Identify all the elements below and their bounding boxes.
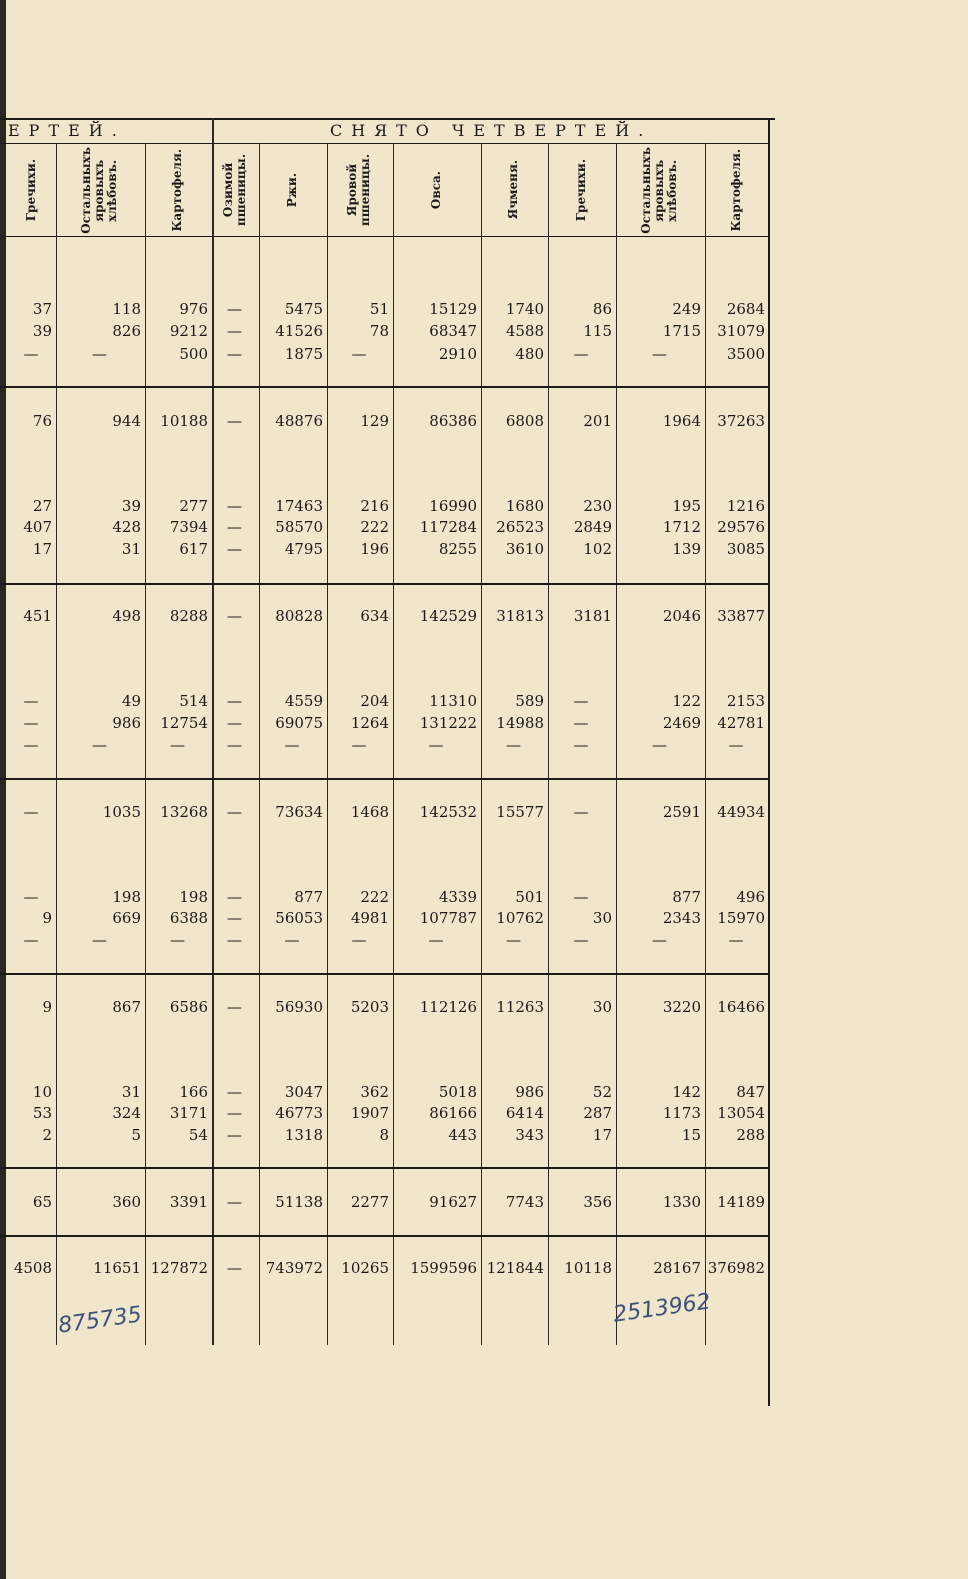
- table-cell: 407: [23, 518, 52, 536]
- table-cell: 1907: [350, 1104, 389, 1122]
- table-cell: 6808: [505, 412, 544, 430]
- table-cell: 31079: [717, 322, 765, 340]
- block-separator: [0, 778, 768, 780]
- table-cell: 1173: [662, 1104, 701, 1122]
- table-cell: 39: [121, 497, 141, 515]
- table-cell: 617: [179, 540, 208, 558]
- table-cell: 669: [112, 909, 141, 927]
- table-cell: 288: [736, 1126, 765, 1144]
- table-cell: —: [227, 412, 242, 430]
- table-cell: 1680: [505, 497, 544, 515]
- table-cell: —: [227, 998, 242, 1016]
- header-bottom-border: [0, 236, 770, 237]
- table-cell: 27: [32, 497, 52, 515]
- table-cell: —: [227, 1259, 242, 1277]
- table-cell: 17: [32, 540, 52, 558]
- table-cell: 42781: [717, 714, 765, 732]
- table-cell: 69075: [275, 714, 323, 732]
- table-cell: 216: [360, 497, 389, 515]
- table-cell: 6586: [169, 998, 208, 1016]
- table-cell: 17463: [275, 497, 323, 515]
- table-cell: 343: [515, 1126, 544, 1144]
- table-cell: 10188: [160, 412, 208, 430]
- column-header-label: Остальныхъ яровыхъ хлѣбовъ.: [79, 146, 119, 234]
- table-cell: 142: [672, 1083, 701, 1101]
- table-cell: —: [23, 931, 39, 949]
- table-cell: —: [284, 736, 300, 754]
- table-cell: 451: [23, 607, 52, 625]
- table-cell: 877: [672, 888, 701, 906]
- table-cell: 4339: [438, 888, 477, 906]
- table-cell: 287: [583, 1104, 612, 1122]
- table-cell: 6414: [505, 1104, 544, 1122]
- table-cell: 6388: [169, 909, 208, 927]
- table-cell: 498: [112, 607, 141, 625]
- table-cell: 121844: [486, 1259, 544, 1277]
- table-cell: 102: [583, 540, 612, 558]
- block-separator: [0, 583, 768, 585]
- table-cell: —: [227, 714, 242, 732]
- table-cell: —: [227, 1104, 242, 1122]
- table-cell: 3391: [169, 1193, 208, 1211]
- column-header-3: [212, 145, 257, 235]
- table-cell: 76: [32, 412, 52, 430]
- table-cell: 3085: [726, 540, 765, 558]
- table-cell: —: [23, 736, 39, 754]
- table-cell: —: [227, 322, 242, 340]
- table-cell: 443: [448, 1126, 477, 1144]
- table-cell: 52: [592, 1083, 612, 1101]
- table-cell: 91627: [429, 1193, 477, 1211]
- table-cell: 1599596: [410, 1259, 477, 1277]
- table-cell: —: [92, 345, 107, 363]
- table-cell: 3610: [505, 540, 544, 558]
- table-cell: 1264: [350, 714, 389, 732]
- table-cell: 112126: [419, 998, 477, 1016]
- table-cell: 1740: [505, 300, 544, 318]
- table-cell: 3047: [284, 1083, 323, 1101]
- table-cell: —: [728, 931, 744, 949]
- table-cell: —: [23, 888, 39, 906]
- table-cell: 49: [121, 692, 141, 710]
- column-header-0: [8, 145, 54, 235]
- table-cell: 78: [369, 322, 389, 340]
- table-top-border: [0, 118, 775, 120]
- table-cell: 39: [32, 322, 52, 340]
- table-cell: 5475: [284, 300, 323, 318]
- table-cell: 196: [360, 540, 389, 558]
- table-cell: —: [227, 931, 242, 949]
- table-cell: 9: [42, 909, 52, 927]
- table-cell: 847: [736, 1083, 765, 1101]
- column-header-10: [705, 145, 767, 235]
- table-cell: 65: [32, 1193, 52, 1211]
- table-cell: —: [428, 931, 444, 949]
- column-header-2: [145, 145, 210, 235]
- table-cell: —: [227, 607, 242, 625]
- table-cell: 10762: [496, 909, 544, 927]
- table-cell: 826: [112, 322, 141, 340]
- table-cell: 1216: [726, 497, 765, 515]
- table-cell: 56930: [275, 998, 323, 1016]
- table-cell: 1715: [662, 322, 701, 340]
- table-cell: 142532: [419, 803, 477, 821]
- table-cell: 1035: [102, 803, 141, 821]
- table-cell: 46773: [275, 1104, 323, 1122]
- table-cell: 324: [112, 1104, 141, 1122]
- table-cell: 37263: [717, 412, 765, 430]
- table-cell: 867: [112, 998, 141, 1016]
- table-cell: —: [227, 345, 242, 363]
- table-cell: —: [23, 803, 39, 821]
- table-cell: 131222: [419, 714, 477, 732]
- table-cell: 7394: [169, 518, 208, 536]
- column-header-label: Ржи.: [284, 172, 299, 208]
- table-cell: —: [573, 931, 589, 949]
- table-cell: 86: [592, 300, 612, 318]
- table-cell: 198: [112, 888, 141, 906]
- table-cell: 1964: [662, 412, 701, 430]
- table-cell: —: [284, 931, 300, 949]
- table-cell: 2684: [726, 300, 765, 318]
- table-cell: —: [227, 300, 242, 318]
- table-cell: 4588: [505, 322, 544, 340]
- column-header-5: [327, 145, 391, 235]
- table-cell: 249: [672, 300, 701, 318]
- table-cell: 58570: [275, 518, 323, 536]
- table-cell: 2277: [350, 1193, 389, 1211]
- table-cell: 5018: [438, 1083, 477, 1101]
- table-cell: 1712: [662, 518, 701, 536]
- column-header-1: [56, 145, 143, 235]
- table-cell: —: [227, 692, 242, 710]
- table-cell: 4508: [13, 1259, 52, 1277]
- table-cell: —: [573, 736, 589, 754]
- table-cell: 480: [515, 345, 544, 363]
- group-header-left: ЕРТЕЙ.: [8, 121, 126, 140]
- table-cell: 53: [32, 1104, 52, 1122]
- table-cell: 2: [42, 1126, 52, 1144]
- table-cell: 500: [179, 345, 208, 363]
- table-cell: 8: [379, 1126, 389, 1144]
- table-cell: 201: [583, 412, 612, 430]
- table-cell: 2910: [438, 345, 477, 363]
- table-cell: 28167: [653, 1259, 701, 1277]
- table-cell: 2343: [662, 909, 701, 927]
- table-cell: 222: [360, 888, 389, 906]
- table-cell: 198: [179, 888, 208, 906]
- column-header-label: Яровой пшеницы.: [345, 153, 372, 227]
- table-cell: 51138: [275, 1193, 323, 1211]
- table-cell: 9212: [169, 322, 208, 340]
- column-header-label: Озимой пшеницы.: [220, 153, 248, 227]
- table-cell: 15577: [496, 803, 544, 821]
- table-cell: 5203: [350, 998, 389, 1016]
- table-cell: 127872: [150, 1259, 208, 1277]
- table-cell: 743972: [265, 1259, 323, 1277]
- table-cell: 7743: [505, 1193, 544, 1211]
- table-cell: 166: [179, 1083, 208, 1101]
- table-cell: 5: [131, 1126, 141, 1144]
- table-cell: 501: [515, 888, 544, 906]
- table-cell: —: [227, 540, 242, 558]
- block-separator: [0, 973, 768, 975]
- table-cell: 48876: [275, 412, 323, 430]
- table-cell: 26523: [496, 518, 544, 536]
- table-right-border: [768, 118, 770, 1406]
- table-cell: —: [573, 692, 589, 710]
- table-cell: 428: [112, 518, 141, 536]
- table-cell: 115: [583, 322, 612, 340]
- table-cell: 4981: [350, 909, 389, 927]
- table-cell: 376982: [707, 1259, 765, 1277]
- table-cell: 31: [121, 540, 141, 558]
- table-cell: 56053: [275, 909, 323, 927]
- column-header-label: Гречихи.: [573, 158, 588, 222]
- table-cell: —: [652, 931, 667, 949]
- table-cell: 11263: [496, 998, 544, 1016]
- handwritten-total-left: 875735: [56, 1302, 144, 1339]
- table-cell: —: [227, 1193, 242, 1211]
- header-separator: [0, 143, 770, 144]
- table-cell: 2046: [662, 607, 701, 625]
- table-cell: 944: [112, 412, 141, 430]
- table-cell: 9: [42, 998, 52, 1016]
- table-cell: 31813: [496, 607, 544, 625]
- table-cell: 142529: [419, 607, 477, 625]
- column-header-label: Гречихи.: [23, 158, 38, 222]
- table-cell: 41526: [275, 322, 323, 340]
- handwritten-total-right: 2513962: [611, 1289, 713, 1328]
- table-cell: 118: [112, 300, 141, 318]
- table-cell: —: [351, 736, 367, 754]
- column-header-label: Овса.: [428, 170, 443, 210]
- table-cell: 3500: [726, 345, 765, 363]
- table-cell: —: [227, 803, 242, 821]
- table-cell: 986: [515, 1083, 544, 1101]
- table-cell: 4795: [284, 540, 323, 558]
- table-cell: —: [227, 1126, 242, 1144]
- table-cell: 10265: [341, 1259, 389, 1277]
- table-cell: 51: [369, 300, 389, 318]
- table-cell: 33877: [717, 607, 765, 625]
- table-cell: 1330: [662, 1193, 701, 1211]
- table-cell: 86386: [429, 412, 477, 430]
- table-cell: 13268: [160, 803, 208, 821]
- table-cell: 31: [121, 1083, 141, 1101]
- table-cell: —: [573, 714, 589, 732]
- table-cell: 514: [179, 692, 208, 710]
- table-cell: 2591: [662, 803, 701, 821]
- table-cell: 139: [672, 540, 701, 558]
- table-cell: 122: [672, 692, 701, 710]
- block-separator: [0, 386, 768, 388]
- table-cell: —: [23, 714, 39, 732]
- table-cell: 360: [112, 1193, 141, 1211]
- table-cell: —: [506, 931, 521, 949]
- column-header-4: [259, 145, 325, 235]
- block-separator: [0, 1167, 768, 1169]
- table-cell: 11651: [93, 1259, 141, 1277]
- table-cell: —: [92, 931, 107, 949]
- table-cell: —: [23, 692, 39, 710]
- table-cell: —: [23, 345, 39, 363]
- table-cell: 73634: [275, 803, 323, 821]
- table-cell: 129: [360, 412, 389, 430]
- column-header-label: Картофеля.: [170, 148, 184, 232]
- table-cell: 14988: [496, 714, 544, 732]
- table-cell: —: [728, 736, 744, 754]
- table-cell: 496: [736, 888, 765, 906]
- table-cell: 1468: [350, 803, 389, 821]
- column-header-label: Остальныхъ яровыхъ хлѣбовъ.: [639, 146, 679, 234]
- table-cell: 14189: [717, 1193, 765, 1211]
- table-cell: 2469: [662, 714, 701, 732]
- table-cell: 117284: [419, 518, 477, 536]
- table-cell: —: [227, 518, 242, 536]
- table-cell: 222: [360, 518, 389, 536]
- table-cell: 277: [179, 497, 208, 515]
- table-cell: 44934: [717, 803, 765, 821]
- table-cell: 589: [515, 692, 544, 710]
- column-header-9: [616, 145, 703, 235]
- table-cell: —: [227, 1083, 242, 1101]
- table-cell: 86166: [429, 1104, 477, 1122]
- table-cell: 3220: [662, 998, 701, 1016]
- column-header-8: [548, 145, 614, 235]
- table-cell: 2153: [726, 692, 765, 710]
- table-cell: 17: [592, 1126, 612, 1144]
- table-cell: 230: [583, 497, 612, 515]
- table-cell: —: [351, 345, 367, 363]
- table-cell: 3171: [169, 1104, 208, 1122]
- table-cell: 204: [360, 692, 389, 710]
- table-cell: 986: [112, 714, 141, 732]
- table-cell: —: [227, 736, 242, 754]
- table-cell: 1875: [284, 345, 323, 363]
- group-header-sown-harvest: СНЯТО ЧЕТВЕРТЕЙ.: [330, 121, 653, 140]
- table-cell: —: [351, 931, 367, 949]
- table-cell: —: [506, 736, 521, 754]
- table-cell: 80828: [275, 607, 323, 625]
- table-cell: 37: [32, 300, 52, 318]
- table-cell: —: [573, 888, 589, 906]
- column-header-7: [481, 145, 546, 235]
- table-cell: 10: [32, 1083, 52, 1101]
- table-cell: 195: [672, 497, 701, 515]
- table-cell: —: [428, 736, 444, 754]
- table-cell: 362: [360, 1083, 389, 1101]
- column-header-6: [393, 145, 479, 235]
- table-cell: —: [170, 931, 185, 949]
- table-cell: —: [227, 888, 242, 906]
- table-cell: 68347: [429, 322, 477, 340]
- table-cell: —: [227, 497, 242, 515]
- table-cell: 356: [583, 1193, 612, 1211]
- table-cell: 4559: [284, 692, 323, 710]
- table-cell: 54: [188, 1126, 208, 1144]
- table-cell: 29576: [717, 518, 765, 536]
- table-cell: 12754: [160, 714, 208, 732]
- table-cell: —: [652, 345, 667, 363]
- table-cell: —: [227, 909, 242, 927]
- table-cell: —: [573, 803, 589, 821]
- table-cell: 16990: [429, 497, 477, 515]
- table-cell: 16466: [717, 998, 765, 1016]
- block-separator: [0, 1235, 768, 1237]
- table-cell: 976: [179, 300, 208, 318]
- table-cell: 8255: [438, 540, 477, 558]
- column-header-label: Ячменя.: [506, 160, 520, 220]
- table-cell: 13054: [717, 1104, 765, 1122]
- table-cell: 15: [681, 1126, 701, 1144]
- table-cell: 10118: [564, 1259, 612, 1277]
- table-cell: —: [652, 736, 667, 754]
- table-cell: 15129: [429, 300, 477, 318]
- table-cell: 1318: [284, 1126, 323, 1144]
- table-cell: 877: [294, 888, 323, 906]
- table-cell: 107787: [419, 909, 477, 927]
- table-cell: 3181: [573, 607, 612, 625]
- table-cell: 30: [592, 998, 612, 1016]
- table-cell: 2849: [573, 518, 612, 536]
- table-cell: —: [92, 736, 107, 754]
- table-cell: 634: [360, 607, 389, 625]
- table-cell: 11310: [429, 692, 477, 710]
- table-cell: —: [573, 345, 589, 363]
- table-cell: —: [170, 736, 185, 754]
- table-cell: 30: [592, 909, 612, 927]
- table-cell: 8288: [169, 607, 208, 625]
- table-cell: 15970: [717, 909, 765, 927]
- column-header-label: Картофеля.: [728, 148, 743, 232]
